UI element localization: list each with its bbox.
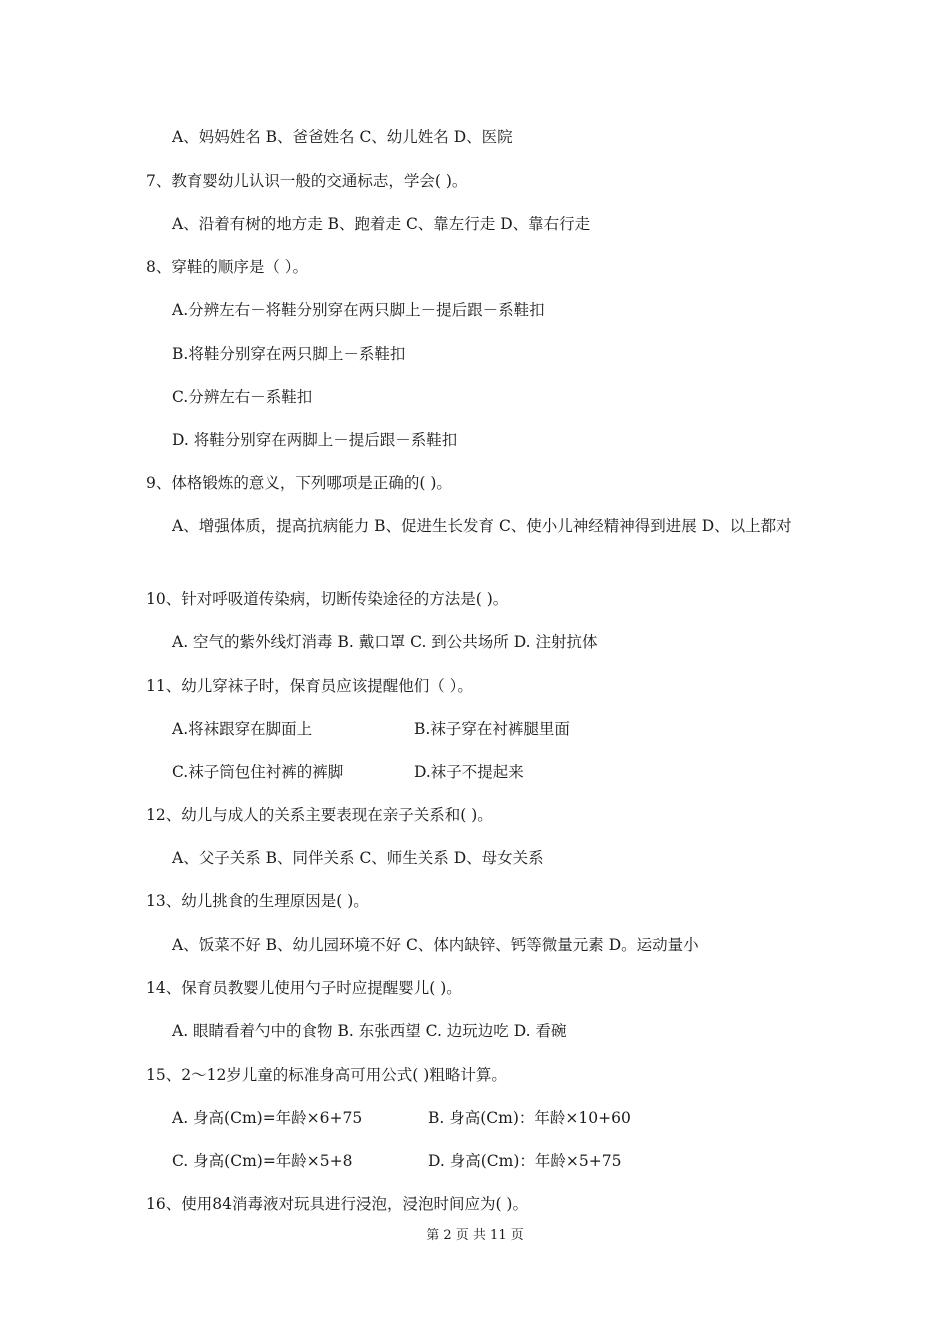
question-13: 13、幼儿挑食的生理原因是( )。 — [146, 892, 369, 910]
q11-option-c: C.袜子筒包住衬裤的裤脚 — [172, 763, 344, 781]
q8-option-d: D. 将鞋分别穿在两脚上－提后跟－系鞋扣 — [172, 431, 458, 449]
q11-option-b: B.袜子穿在衬裤腿里面 — [414, 720, 570, 738]
q15-option-c: C. 身高(Cm)=年龄×5+8 — [172, 1152, 353, 1170]
question-10: 10、针对呼吸道传染病，切断传染途径的方法是( )。 — [146, 590, 509, 608]
q15-option-b: B. 身高(Cm)：年龄×10+60 — [428, 1109, 631, 1127]
question-14: 14、保育员教婴儿使用勺子时应提醒婴儿( )。 — [146, 979, 462, 997]
question-12: 12、幼儿与成人的关系主要表现在亲子关系和( )。 — [146, 806, 493, 824]
question-16: 16、使用84消毒液对玩具进行浸泡，浸泡时间应为( )。 — [146, 1195, 528, 1213]
q8-option-a: A.分辨左右－将鞋分别穿在两只脚上－提后跟－系鞋扣 — [172, 301, 545, 319]
q11-option-d: D.袜子不提起来 — [414, 763, 524, 781]
q8-option-c: C.分辨左右－系鞋扣 — [172, 388, 313, 406]
q7-options: A、沿着有树的地方走 B、跑着走 C、靠左行走 D、靠右行走 — [172, 215, 591, 233]
q11-option-a: A.将袜跟穿在脚面上 — [172, 720, 313, 738]
q14-options: A. 眼睛看着勺中的食物 B. 东张西望 C. 边玩边吃 D. 看碗 — [172, 1022, 567, 1040]
q6-options: A、妈妈姓名 B、爸爸姓名 C、幼儿姓名 D、医院 — [172, 128, 513, 146]
question-15: 15、2～12岁儿童的标准身高可用公式( )粗略计算。 — [146, 1066, 507, 1084]
page-footer: 第 2 页 共 11 页 — [426, 1228, 524, 1243]
question-8: 8、穿鞋的顺序是（ ）。 — [146, 258, 309, 276]
question-9: 9、体格锻炼的意义，下列哪项是正确的( )。 — [146, 474, 452, 492]
question-11: 11、幼儿穿袜子时，保育员应该提醒他们（ ）。 — [146, 677, 473, 695]
q8-option-b: B.将鞋分别穿在两只脚上－系鞋扣 — [172, 345, 406, 363]
question-7: 7、教育婴幼儿认识一般的交通标志，学会( )。 — [146, 172, 468, 190]
q9-options: A、增强体质，提高抗病能力 B、促进生长发育 C、使小儿神经精神得到进展 D、以上都对 — [172, 517, 792, 535]
q13-options: A、饭菜不好 B、幼儿园环境不好 C、体内缺锌、钙等微量元素 D。运动量小 — [172, 936, 699, 954]
q10-options: A. 空气的紫外线灯消毒 B. 戴口罩 C. 到公共场所 D. 注射抗体 — [172, 633, 598, 651]
q15-option-d: D. 身高(Cm)：年龄×5+75 — [428, 1152, 622, 1170]
q15-option-a: A. 身高(Cm)=年龄×6+75 — [172, 1109, 363, 1127]
q12-options: A、父子关系 B、同伴关系 C、师生关系 D、母女关系 — [172, 849, 544, 867]
